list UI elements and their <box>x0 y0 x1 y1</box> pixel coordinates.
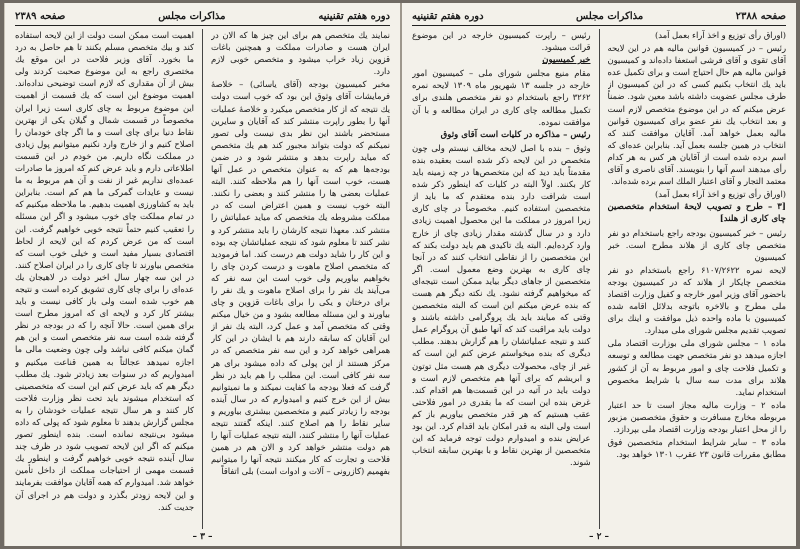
page-footer: – ۲ – <box>588 532 610 542</box>
header-session: دوره هفتم تقنینیه <box>412 10 484 22</box>
paragraph: مخبر کمیسیون بودجه (آقای یاسائی) – خلاصهٔ فرمایشات آقای وثوق این بود که خوب است دولت یك نتیجه كه از کار متخصص میکیرد و خلاصهٔ عملیات آنها را بطور راپرت منتشر کند که آقایان و سایرین مستحضر باشند این نظر بدی نیست ولی تصور نمیکنم که دولت بتواند مجبور کند هم یك متخصص که میاید راپرت بدهد و منتشر شود و در ضمن بودجه‌ها هم که به عنوان متخصص در عمل آنها هست، خوب است آنها را هم ملاحظه کنند. البته عملیات بعضی ها را منتشر کنند و بعضی را نکنند. البته خوب نیست و همین اعتراض است که در مملکت مشروطه یك متخصص که میاید عملیاتش را منتشر کند. معهذا نتیجه کارشان را باید منتشر کرد و نشر کنند تا معلوم شود که نتیجه عملیاتشان چه بوده و این کار را شاید دولت هم درست کند. اما فرمودید که متخصص اصلاح ماهوت و درست کردن چای را بخواهیم بیاوریم ولی خوب است این سه نفر که می‌آیند یك نفر را برای اصلاح ماهوت و یك نفر را برای درختان و یکی را برای باغات قزوین و چای بیاورند و این مسئله مطالعه بشود و من خیال میکنم وقتی که متخصص آمد و عمل کرد، البته یك نفر از این آقایان که سابقه دارند هم با ایشان در این کار همراهی خواهد کرد و این سه نفر متخصص که در مرکز هستند از این پولی که داده میشود برای هر سه نفر کافی است. این مطلب را هم باید در نظر گرفت که فعلا بودجه ما کفایت نمیکند و ما نمیتوانیم بیش از این خرج کنیم و امیدوارم که در سال آینده بودجه را زیادتر کنیم و متخصصین بیشتری بیاوریم و سایر نقاط را هم اصلاح کنند. اینکه گفتند نتیجه عملیات آنها را منتشر کنند، البته نتیجه عملیات آنها را هم دولت منتشر خواهد کرد و الان هم در همین فلاحت و تجارت که کار میکنند نتیجه آنها را میتوانیم بفهمیم (کازرونی – آلات و ادوات است) بلی اتفاقاً <box>211 79 390 477</box>
article: ماده ۲ – وزارت مالیه مجاز است تا حد اعتبار مربوطه مخارج مسافرت و حقوق متخصصین مزبور را از محل اعتبار بودجه وزارت اقتصاد ملی بپردازد. <box>607 399 786 434</box>
paragraph: رئیس – خبر کمیسیون بودجه راجع باستخدام دو نفر متخصص چای کاری از هلاند مطرح است. خبر کمیسیون <box>607 227 786 262</box>
article: ماده ۳ – سایر شرایط استخدام متخصصین فوق مطابق مقررات قانون ۲۳ عقرب ۱۳۰۱ خواهد بود. <box>607 437 786 460</box>
vote-note: (اوراق رأی توزیع و اخذ آراء بعمل آمد) <box>655 30 786 40</box>
text-column-left <box>412 29 591 529</box>
paragraph: رئیس – در کمیسیون قوانین مالیه هم در این لایحه آقای تقوی و آقای فرشی استعفا داده‌اند و کمیسیون قوانین مالیه هم حال احتیاج است و برای تکمیل عده باید یك انتخاب بکنیم کسی که در این کمیسیون از طرف مجلس عضویت داشته باشد معین شود. ضمناً عرض میکنم که در این موضوع متخصص لازم است و بعد انتخاب یك نفر عضو برای کمیسیون قوانین مالیه بعمل خواهد آمد. آقایان موافقت کنند که انتخاب در همین جلسه بعمل آید. بنابراین عده‌ای که اسم برده شده است از آقایان هر کس به هر کدام رأی میدهند اسم آنها را بنویسند. آقای ناصری و آقای معتمد التجار و آقای اعتبار الملك اسم برده شده‌اند. <box>607 43 786 187</box>
text-column-left <box>15 29 194 529</box>
text-column-right <box>211 29 390 529</box>
paragraph: مقام منیع مجلس شورای ملی – کمیسیون امور خارجه در جلسه ۱۳ شهریور ماه ۱۳۰۹ لایحه نمره ۳۲۶۲ راجع باستخدام دو نفر متخصص هلندی برای تکمیل مطالعه چای کاری در ایران مطالعه و با آن موافقت نموده. <box>412 68 591 127</box>
header-title: مذاکرات مجلس <box>158 10 226 22</box>
text-columns <box>15 29 390 529</box>
paragraph: وثوق – بنده با اصل لایحه مخالف نیستم ولی چون متخصص در این لایحه ذکر شده است بعقیده بنده مقدمتاً باید دید که این متخصص‌ها در چه زمینه باید کار بکنند. اولاً البته در کلیات که اینطور ذکر شده است شرافت دارد بنده معتقدم که ما باید از متخصصین استفاده کنیم. مخصوصاً در چای کاری زیرا امروز در مملکت ما این محصول اهمیت زیادی دارد و در سال گذشته مقدار زیادی چای از خارج وارد کرده‌ایم. البته یك تاکیدی هم باید دولت بکند که این متخصصین را از نقاطی انتخاب کنند که در آنجا چای کاری به بهترین وضع معمول است. اگر متخصصین از جاهای دیگر بیاید ممکن است نتیجه‌ای که میخواهیم گرفته نشود. یك نکته دیگر هم هست که بنده عرض میکنم این است که البته متخصصین وقتی که میایند باید یك پروگرامی داشته باشند و دولت باید مراقبت کند که آنها طبق آن پروگرام عمل کنند و نتیجه عملیاتشان را هم گزارش بدهند. مطلب دیگری که بنده میخواستم عرض کنم این است که غیر از چای، محصولات دیگری هم هست مثل توتون و ابریشم که برای آنها هم متخصص لازم است و دولت باید در آتیه در این قسمت‌ها هم اقدام کند. غرض بنده این است که ما بقدری در امور فلاحتی عقب هستیم که هر قدر متخصص بیاوریم باز کم است ولی البته به قدر امکان باید اقدام کرد. این بود عرایض بنده و امیدوارم دولت توجه فرماید که این متخصصین از بهترین نقاط و با بهترین سابقه انتخاب شوند. <box>412 142 591 468</box>
paragraph: اهمیت است ممکن است دولت از این لایحه استفاده کند و بیك متخصص مسلم بکنند تا هم حاصل به درد ما بخورد. آقای وزیر فلاحت در این موقع یك مختصری راجع به این موضوع صحبت کردند ولی بیش از آن مقداری که لازم است توضیحی نداده‌اند. اهمیت موضوع این است که یك قسمت از اهمیت این موضوع مربوط به چای کاری است زیرا ایران مخصوصاً در قسمت شمال و گیلان یکی از بهترین نقاط دنیا برای چای است و ما اگر چای خودمان را اصلاح کنیم و از خارج وارد نکنیم میتوانیم پول زیادی در مملکت نگاه داریم. من خودم در این قسمت اطلاعاتی دارم و باید عرض کنم که امروز ما صادرات عمده‌ای نداریم غیر از نفت و آن هم مربوط به ما نیست و عایدات گمرکی ما هم کم است. بنابراین باید به کشاورزی اهمیت بدهیم. ما ملاحظه میکنیم که در تمام مملکت چای خوب میشود و اگر این مسئله را تعقیب کنیم حتماً نتیجه خوبی خواهیم گرفت. این است که من عرض کردم که این لایحه از لحاظ اقتصادی بسیار مفید است و خیلی خوب است که متخصص بیاورند تا چای کاری را در ایران اصلاح کنند. در این سه چهار سال اخیر دولت در لاهیجان یك عده‌ای را برای چای کاری تشویق کرده است و نتیجه هم خوب شده است ولی باز کافی نیست و باید بیشتر کار کرد و لایحه ای که امروز مطرح است برای همین است. حالا آنچه را که در بودجه در نظر گرفته شده است سه نفر متخصص است و این هم گمان میکنم کافی نباشد ولی چون وضعیت مالی ما اجازه نمیدهد عجالتاً به همین قناعت میکنیم و امیدواریم که در سنوات بعد زیادتر شود. یك مطلب دیگر هم که باید عرض کنم این است که متخصصینی که استخدام میشوند باید تحت نظر وزارت فلاحت کار کنند و هر سال نتیجه عملیات خودشان را به مجلس گزارش بدهند تا معلوم شود که پولی که داده میشود بی‌نتیجه نمانده است. بنده اینطور تصور میکنم که اگر این لایحه تصویب شود در ظرف چند سال آینده نتیجه خوبی خواهیم گرفت و اینطور یك قسمت مهمی از احتیاجات مملکت از داخل تأمین خواهد شد. امیدوارم که همه آقایان موافقت بفرمایند و این لایحه زودتر بگذرد و دولت هم در اجرای آن جدیت کند. <box>15 30 194 512</box>
text-columns <box>412 29 786 529</box>
subheading: خبر کمیسیون <box>542 55 591 66</box>
text-column-right <box>608 29 787 529</box>
book-spread <box>4 3 796 546</box>
vote-note: (اوراق رأی توزیع و اخذ آراء بعمل آمد) <box>655 189 786 200</box>
right-page <box>400 3 796 546</box>
section-heading: [۳ – طرح و تصویب لایحهٔ استخدام متخصصین چای کاری از هلند] <box>607 202 786 225</box>
column-divider <box>202 29 203 529</box>
page-header <box>15 9 390 26</box>
page-header <box>412 9 786 26</box>
page-footer: – ۳ – <box>192 532 213 542</box>
header-title: مذاکرات مجلس <box>576 10 644 22</box>
paragraph: لایحه نمره ۶۱۰۷/۲۶۲۲ راجع باستخدام دو نفر متخصص چایکار از هلاند که در کمیسیون بودجه باحضور آقای وزیر امور خارجه و کفیل وزارت اقتصاد ملی مطرح و بالاخره باتوجه بدلائل اقامه شده کمیسیون با ماده واحده ذیل موافقت و اینك برای تصویب تقدیم مجلس شورای ملی میدارد. <box>607 264 786 336</box>
column-divider <box>599 29 600 529</box>
paragraph: رئیس – راپرت کمیسیون خارجه در این موضوع قرائت میشود. <box>412 30 591 53</box>
header-session: دوره هفتم تقنینیه <box>318 10 390 22</box>
header-page-number: صفحه ۲۳۸۹ <box>15 10 66 22</box>
speaker-line: رئیس – مذاکره در کلیات است آقای وثوق <box>440 129 591 140</box>
header-page-number: صفحه ۲۳۸۸ <box>735 10 786 22</box>
article: ماده ۱ – مجلس شورای ملی بوزارت اقتصاد ملی اجازه میدهد دو نفر متخصص جهت مطالعه و توسعه و تکمیل فلاحت چای و امور مربوط به آن از کشور هلاند برای مدت سه سال با شرایط مخصوص استخدام نماید. <box>607 338 786 397</box>
left-page <box>4 3 400 546</box>
paragraph: نمایند یك متخصص هم برای این چیز ها که الان در ایران هست و صادرات مملکت و همچنین باغات قزوین زیاد خراب میشود و متخصص خوبی لازم دارد. <box>211 30 390 77</box>
